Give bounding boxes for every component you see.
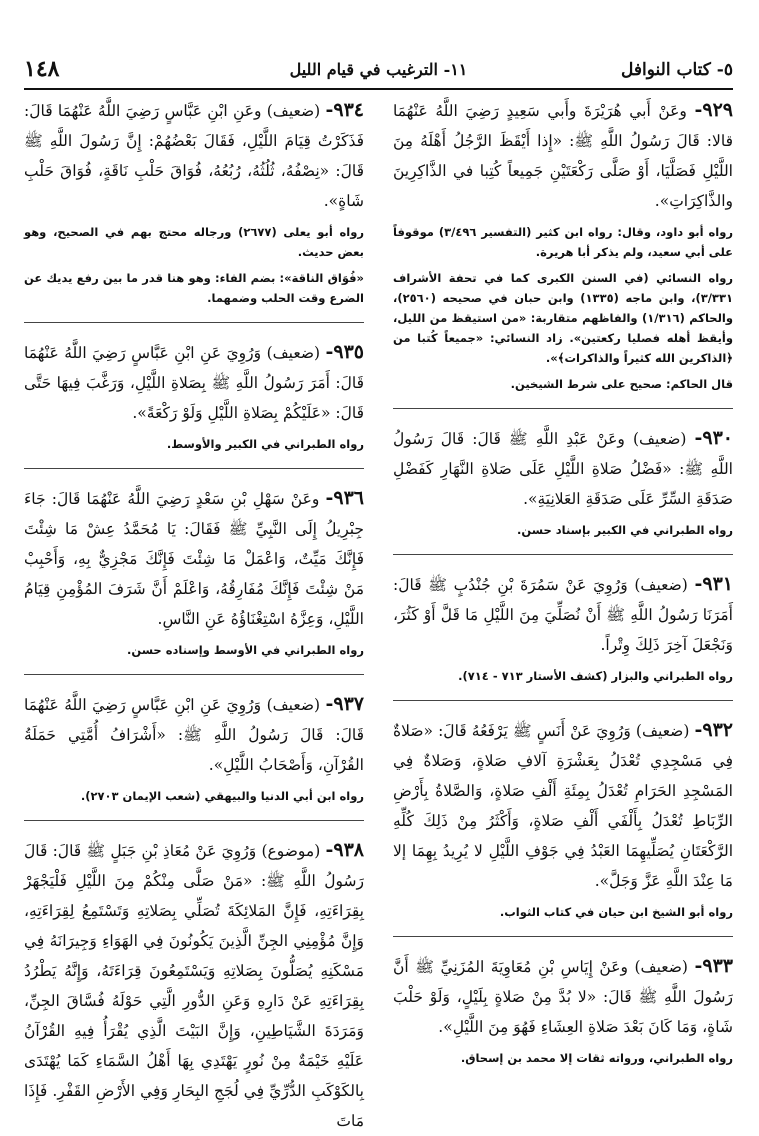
glossary-note: «فُوَاق الناقة»: بضم الفاء: وهو هنا قدر ما بين رفع يديك عن الضرع وقت الحلب وضمهما. <box>24 271 364 305</box>
separator <box>24 322 364 323</box>
source-note: رواه أبو يعلى (٢٦٧٧) ورجاله محتج بهم في الصحيح، وهو بعض حديث. <box>24 225 364 259</box>
source-note: رواه الطبراني والبزار (كشف الأستار ٧١٣ - ٧١٤). <box>458 669 733 683</box>
hadith-number: ٩٣٣- <box>694 955 733 977</box>
hadith-935 <box>24 337 364 454</box>
hadith-text: (ضعيف) وَرُوِيَ عَنِ ابْنِ عَبَّاسٍ رَضِيَ اللَّهُ عَنْهُمَا قَالَ: قَالَ رَسُولُ اللَّهِ ﷺ: «أَشْرَافُ أُمَّتِي حَمَلَةُ القُرْآنِ، وَأَصْحَابُ اللَّيْلِ». <box>24 696 364 774</box>
hadith-text: وعَنْ سَهْلِ بْنِ سَعْدٍ رَضِيَ اللَّهُ عَنْهُمَا قَالَ: جَاءَ جِبْرِيلُ إِلَى النَّبِيِّ ﷺ فَقَالَ: يَا مُحَمَّدُ عِشْ مَا شِئْتَ فَإِنَّكَ مَيِّتٌ، وَاعْمَلْ مَا شِئْتَ فَإِنَّكَ مَجْزِيٌّ بِهِ، وَأَحْبِبْ مَنْ شِئْتَ فَإِنَّكَ مُفَارِقُهُ، وَاعْلَمْ أَنَّ شَرَفَ المُؤْمِنِ قِيَامُ اللَّيْلِ، وَعِزَّهُ اسْتِغْنَاؤُهُ عَنِ النَّاسِ. <box>24 490 364 628</box>
hadith-text: (ضعيف) وَرُوِيَ عَنْ سَمُرَةَ بْنِ جُنْدُبٍ ﷺ قَالَ: أَمَرَنَا رَسُولُ اللَّهِ ﷺ أَنْ نُصَلِّيَ مِنَ اللَّيْلِ مَا قَلَّ أَوْ كَثُرَ، وَنَجْعَلَ آخِرَ ذَلِكَ وِتْراً. <box>393 576 733 654</box>
hadith-text: (ضعيف) وعَنْ عَبْدِ اللَّهِ ﷺ قَالَ: قَالَ رَسُولُ اللَّهِ ﷺ: «فَضْلُ صَلاةِ اللَّيْلِ عَلَى صَلاةِ النَّهَارِ كَفَضْلِ صَدَقَةِ السِّرِّ عَلَى صَدَقَةِ العَلانِيَةِ». <box>393 430 733 508</box>
hadith-number: ٩٣٨- <box>325 839 364 861</box>
hadith-number: ٩٣٦- <box>325 487 364 509</box>
separator <box>24 820 364 821</box>
hadith-text: (ضعيف) وَرُوِيَ عَنِ ابْنِ عَبَّاسٍ رَضِيَ اللَّهُ عَنْهُمَا قَالَ: أَمَرَ رَسُولُ اللَّهِ ﷺ بِصَلاةِ اللَّيْلِ، وَرَغَّبَ فِيهَا حَتَّى قَالَ: «عَلَيْكُمْ بِصَلاةِ اللَّيْلِ وَلَوْ رَكْعَةً». <box>24 344 364 422</box>
source-note: رواه الطبراني في الكبير والأوسط. <box>166 437 364 451</box>
hadith-number: ٩٣١- <box>694 573 733 595</box>
hadith-text: وعَنْ أَبي هُرَيْرَةَ وأَبي سَعِيدٍ رَضِيَ اللَّهُ عَنْهُمَا قالا: قَالَ رَسُولُ اللَّهِ ﷺ: «إِذا أَيْقَظَ الرَّجُلُ أَهْلَهُ مِنَ اللَّيْلِ فَصَلَّيَا، أَوْ صَلَّى رَكْعَتَيْنِ جَمِيعاً كُتِبا في الذَّاكِرِينَ والذَّاكِرَاتِ». <box>393 102 733 210</box>
hadith-938 <box>24 835 364 1136</box>
hadith-text: (ضعيف) وعَنِ ابْنِ عَبَّاسٍ رَضِيَ اللَّهُ عَنْهُمَا قَالَ: فَذَكَرْتُ قِيَامَ اللَّيْلِ، فَقَالَ بَعْضُهُمْ: إِنَّ رَسُولَ اللَّهِ ﷺ قَالَ: «نِصْفُهُ، ثُلُثُهُ، رُبُعُهُ، فُوَاقَ حَلْبِ نَاقَةٍ، فُوَاقَ حَلْبِ شَاةٍ». <box>24 102 364 210</box>
hadith-number: ٩٣٧- <box>325 693 364 715</box>
source-note: رواه أبو داود، وقال: رواه ابن كثير (التفسير ٣/٤٩٦) موقوفاً على أبي سعيد، ولم يذكر أبا هريرة. <box>393 225 733 259</box>
hadith-934 <box>24 95 364 308</box>
source-note: رواه الطبراني، ورواته ثقات إلا محمد بن إسحاق. <box>460 1051 733 1065</box>
hadith-929 <box>393 95 733 394</box>
separator <box>393 408 733 409</box>
hadith-936 <box>24 483 364 660</box>
source-note: رواه النسائي (في السنن الكبرى كما في تحفة الأشراف ٣/٣٣١)، وابن ماجه (١٣٣٥) وابن حبان في صحيحه (٢٥٦٠)، والحاكم (١/٣١٦) والفاظهم متقاربة: «من استيقظ من الليل، وأيقظ أهله فصليا ركعتين». زاد النسائي: «جميعاً كُتبا من ﴿الذاكرين الله كثيراً والذاكرات﴾». <box>393 271 733 365</box>
hadith-number: ٩٣٤- <box>325 99 364 121</box>
hadith-number: ٩٣٠- <box>694 427 733 449</box>
hadith-number: ٩٢٩- <box>694 99 733 121</box>
hadith-number: ٩٣٥- <box>325 341 364 363</box>
source-note: رواه الطبراني في الأوسط وإسناده حسن. <box>127 643 364 657</box>
hadith-932 <box>393 715 733 922</box>
page-header <box>24 52 733 86</box>
hadith-931 <box>393 569 733 686</box>
hadith-text: (ضعيف) وَرُوِيَ عَنْ أَنَسٍ ﷺ يَرْفَعُهُ قَالَ: «صَلاةٌ فِي مَسْجِدِي تُعْدَلُ بِعَشْرَةِ آلافِ صَلاةٍ، وَصَلاةٌ فِي المَسْجِدِ الحَرَامِ تُعْدَلُ بِمِئَةِ أَلْفِ صَلاةٍ، وَالصَّلاةُ بِأَرْضِ الرِّبَاطِ تُعْدَلُ بِأَلْفَي أَلْفِ صَلاةٍ، وَأَكْثَرُ مِنْ ذَلِكَ كُلِّهِ الرَّكْعَتَانِ يُصَلِّيهِمَا العَبْدُ فِي جَوْفِ اللَّيْلِ لا يُرِيدُ بِهِمَا إلا مَا عِنْدَ اللَّهِ عَزَّ وَجَلَّ». <box>393 722 733 890</box>
right-column <box>393 95 733 1068</box>
source-note: رواه أبو الشيخ ابن حيان في كتاب الثواب. <box>499 905 733 919</box>
hadith-937 <box>24 689 364 806</box>
separator <box>24 674 364 675</box>
separator <box>393 554 733 555</box>
source-note: رواه الطبراني في الكبير بإسناد حسن. <box>517 523 733 537</box>
hadith-text: (موضوع) وَرُوِيَ عَنْ مُعَاذِ بْنِ جَبَلٍ ﷺ قَالَ: قَالَ رَسُولُ اللَّهِ ﷺ: «مَنْ صَلَّى مِنْكُمْ مِنَ اللَّيْلِ فَلْيَجْهَرْ بِقِرَاءَتِهِ، فَإِنَّ المَلائِكَةَ تُصَلِّي بِصَلاتِهِ وَتَسْتَمِعُ لِقِرَاءَتِهِ، وَإِنَّ مُؤْمِنِي الجِنِّ الَّذِينَ يَكُونُونَ فِي الهَوَاءِ وَجِيرَانَهُ فِي مَسْكَنِهِ يُصَلُّونَ بِصَلاتِهِ وَيَسْتَمِعُونَ قِرَاءَتَهُ، وَإِنَّهُ يَطْرُدُ بِقِرَاءَتِهِ عَنْ دَارِهِ وَعَنِ الدُّورِ الَّتِي حَوْلَهُ فُسَّاقَ الجِنِّ، وَمَرَدَةَ الشَّيَاطِينِ، وَإِنَّ البَيْتَ الَّذِي يُقْرَأُ فِيهِ القُرْآنُ عَلَيْهِ خَيْمَةٌ مِنْ نُورٍ يَهْتَدِي بِهَا أَهْلُ السَّمَاءِ كَمَا يُهْتَدَى بِالكَوْكَبِ الدُّرِّيِّ فِي لُجَجِ البِحَارِ وَفِي الأَرْضِ القَفْرِ. فَإِذَا مَاتَ <box>24 842 364 1130</box>
separator <box>393 700 733 701</box>
separator <box>24 468 364 469</box>
header-rule <box>24 88 733 90</box>
page-number: ١٤٨ <box>24 56 60 82</box>
hadith-933 <box>393 951 733 1068</box>
chapter-title: ١١- الترغيب في قيام الليل <box>289 60 468 79</box>
left-column <box>24 95 364 1136</box>
source-note: رواه ابن أبي الدنيا والبيهقي (شعب الإيمان ٢٧٠٣). <box>80 789 364 803</box>
hadith-number: ٩٣٢- <box>694 719 733 741</box>
source-note: قال الحاكم: صحيح على شرط الشيخين. <box>510 377 733 391</box>
hadith-930 <box>393 423 733 540</box>
separator <box>393 936 733 937</box>
book-title: ٥- كتاب النوافل <box>621 60 733 80</box>
hadith-text: (ضعيف) وعَنْ إِيَاسِ بْنِ مُعَاوِيَةَ المُزَنِيِّ ﷺ أَنَّ رَسُولَ اللَّهِ ﷺ قَالَ: «لا بُدَّ مِنْ صَلاةٍ بِلَيْلٍ، وَلَوْ حَلْبَ شَاةٍ، وَمَا كَانَ بَعْدَ صَلاةِ العِشَاءِ فَهُوَ مِنَ اللَّيْلِ». <box>393 958 733 1036</box>
